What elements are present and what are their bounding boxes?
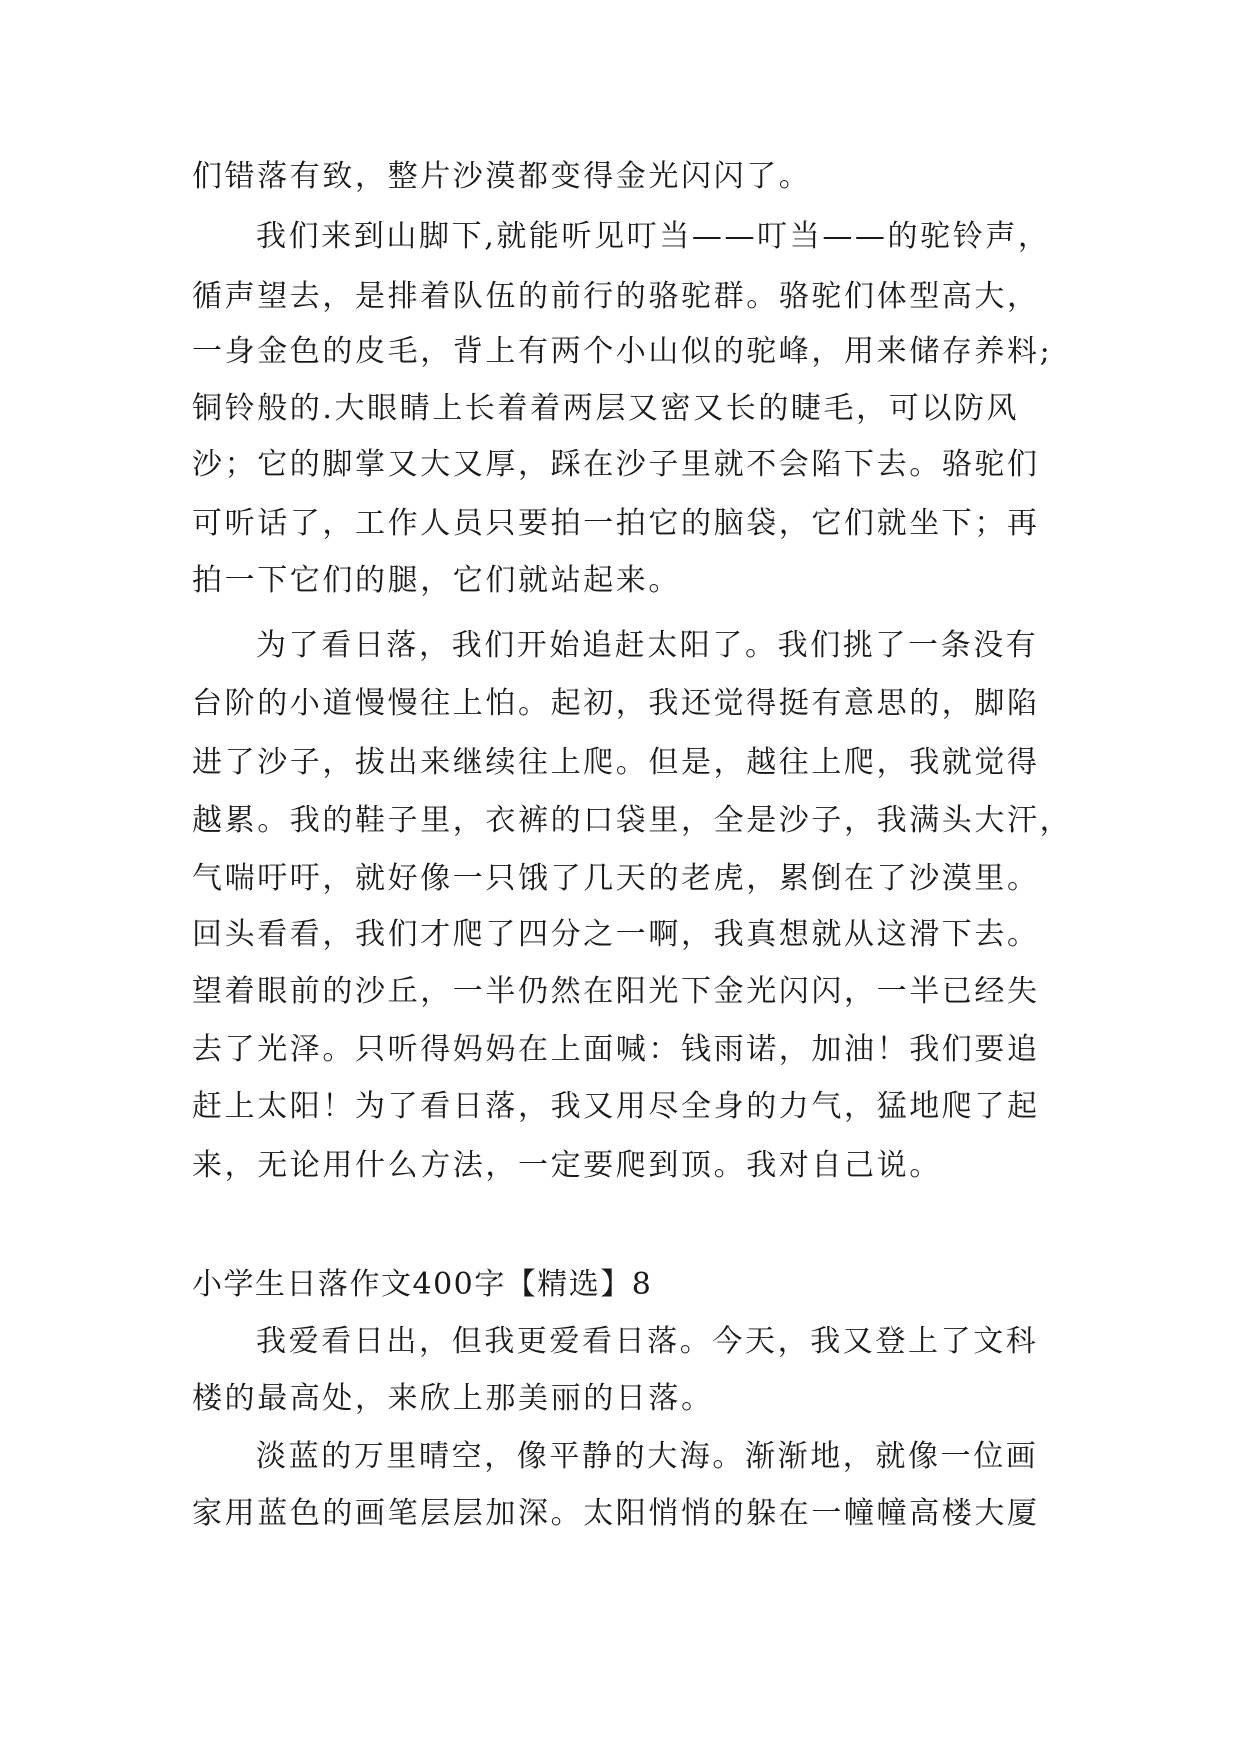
paragraph-line: 可听话了，工作人员只要拍一拍它的脑袋，它们就坐下；再	[192, 506, 1040, 541]
paragraph-line: 为了看日落，我们开始追赶太阳了。我们挑了一条没有	[256, 628, 1039, 663]
paragraph-line: 气喘吁吁，就好像一只饿了几天的老虎，累倒在了沙漠里。	[192, 861, 1040, 896]
paragraph-line: 来，无论用什么方法，一定要爬到顶。我对自己说。	[192, 1148, 942, 1183]
paragraph-line: 越累。我的鞋子里，衣裤的口袋里，全是沙子，我满头大汗，	[192, 803, 1073, 838]
paragraph-line: 循声望去，是排着队伍的前行的骆驼群。骆驼们体型高大，	[192, 279, 1040, 314]
paragraph-line: 回头看看，我们才爬了四分之一啊，我真想就从这滑下去。	[192, 917, 1040, 952]
paragraph-line: 们错落有致，整片沙漠都变得金光闪闪了。	[192, 159, 812, 194]
paragraph-line: 铜铃般的.大眼睛上长着着两层又密又长的睫毛，可以防风	[192, 391, 1020, 426]
section-title: 小学生日落作文400字【精选】8	[192, 1267, 653, 1302]
paragraph-line: 我们来到山脚下,就能听见叮当——叮当——的驼铃声，	[256, 219, 1051, 254]
paragraph-line: 一身金色的皮毛，背上有两个小山似的驼峰，用来储存养料;	[192, 334, 1053, 369]
paragraph-line: 去了光泽。只听得妈妈在上面喊：钱雨诺，加油！我们要追	[192, 1032, 1040, 1067]
paragraph-line: 赶上太阳！为了看日落，我又用尽全身的力气，猛地爬了起	[192, 1089, 1040, 1124]
paragraph-line: 台阶的小道慢慢往上怕。起初，我还觉得挺有意思的，脚陷	[192, 686, 1040, 721]
paragraph-line: 家用蓝色的画笔层层加深。太阳悄悄的躲在一幢幢高楼大厦	[192, 1496, 1040, 1531]
paragraph-line: 拍一下它们的腿，它们就站起来。	[192, 563, 681, 598]
paragraph-line: 望着眼前的沙丘，一半仍然在阳光下金光闪闪，一半已经失	[192, 974, 1040, 1009]
paragraph-line: 沙；它的脚掌又大又厚，踩在沙子里就不会陷下去。骆驼们	[192, 447, 1040, 482]
paragraph-line: 淡蓝的万里晴空，像平静的大海。渐渐地，就像一位画	[256, 1439, 1039, 1474]
paragraph-line: 楼的最高处，来欣上那美丽的日落。	[192, 1381, 714, 1416]
paragraph-line: 进了沙子，拔出来继续往上爬。但是，越往上爬，我就觉得	[192, 745, 1040, 780]
paragraph-line: 我爱看日出，但我更爱看日落。今天，我又登上了文科	[256, 1324, 1039, 1359]
